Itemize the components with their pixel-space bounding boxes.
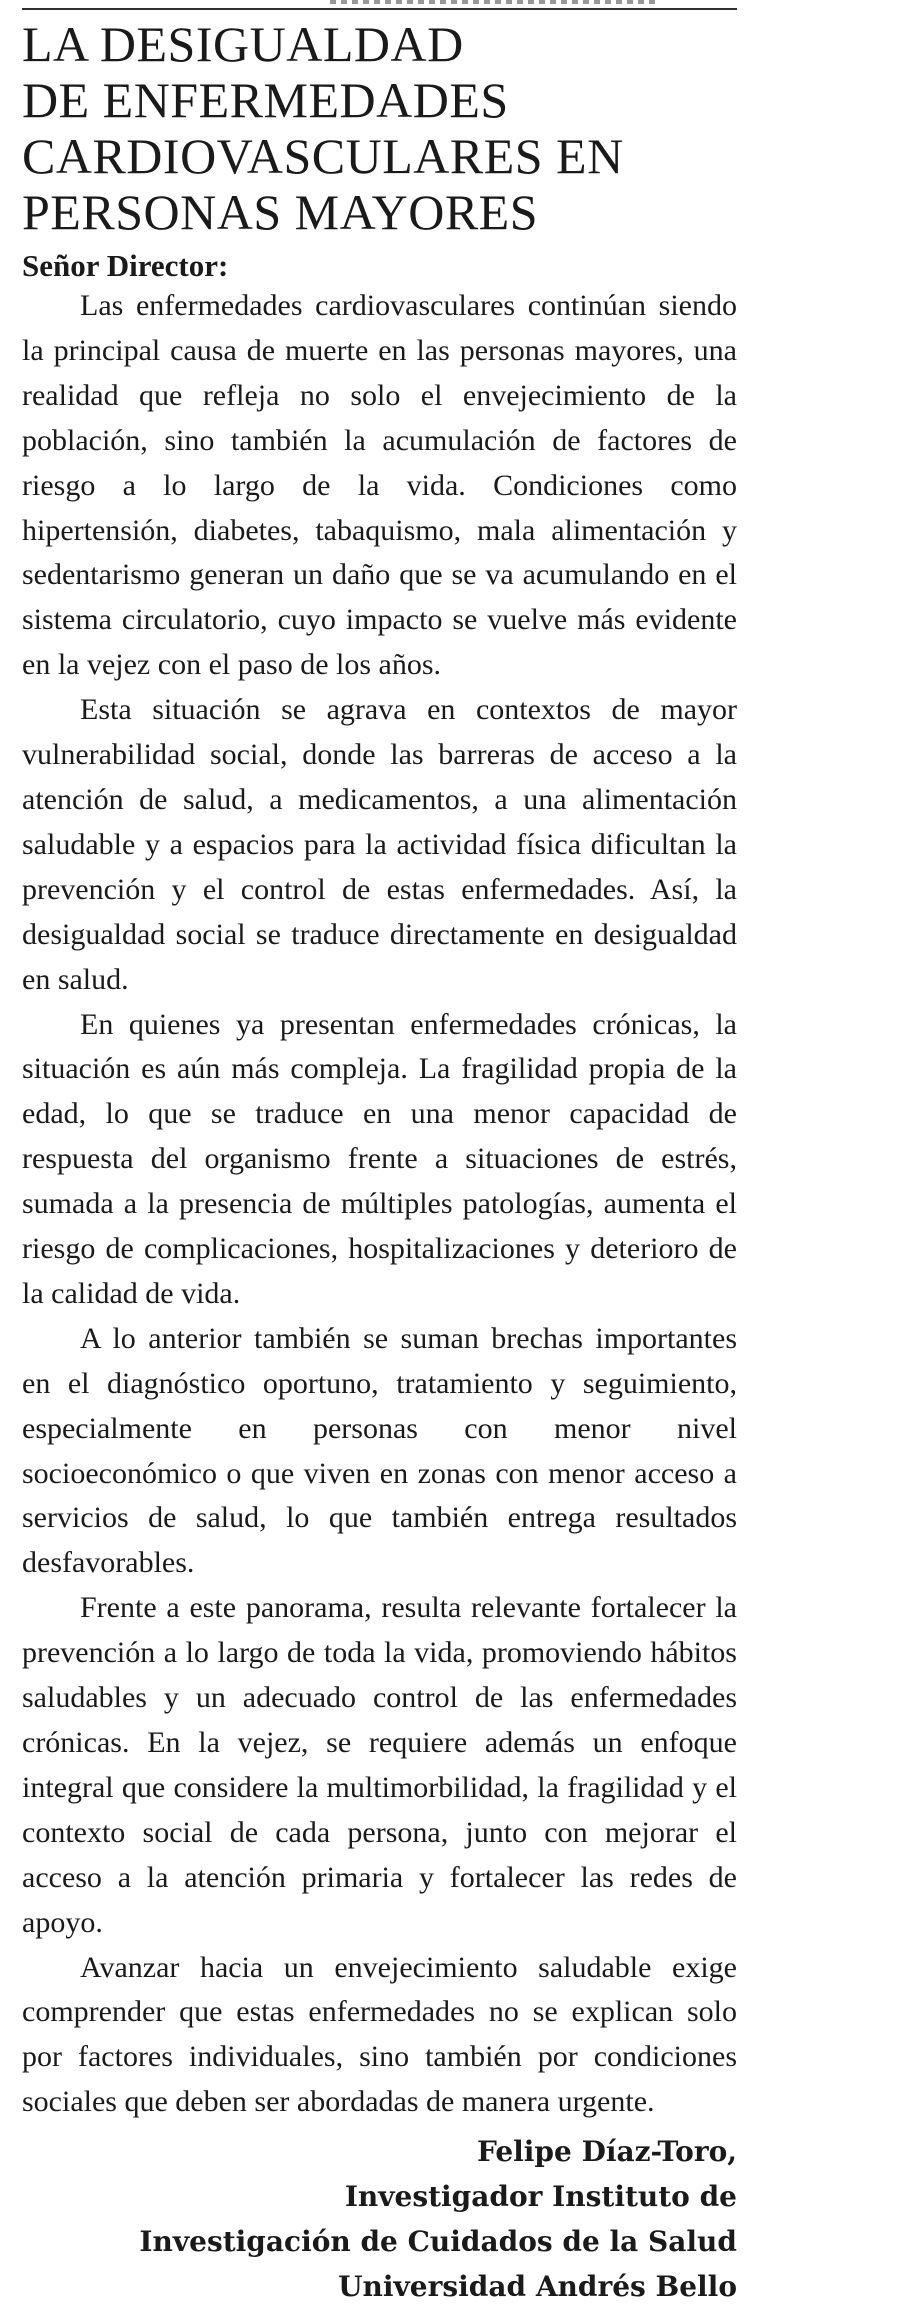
letter-article [22, 16, 737, 2309]
signature-block [22, 2129, 737, 2309]
body-paragraph: En quienes ya presentan enfermedades crónicas, la situación es aún más compleja. La fragilidad propia de la edad, lo que se traduce en una menor capacidad de respuesta del organismo frente a situaciones de estrés, sumada a la presencia de múltiples patologías, aumenta el riesgo de complicaciones, hospitalizaciones y deterioro de la calidad de vida. [22, 1007, 737, 1310]
column-top-rule [22, 8, 737, 10]
author-role: Investigador Instituto de [344, 2180, 737, 2214]
salutation: Señor Director: [22, 248, 229, 283]
previous-article-fragment [330, 0, 660, 4]
body-paragraph: Avanzar hacia un envejecimiento saludable exige comprender que estas enfermedades no se explican solo por factores individuales, sino también por condiciones sociales que deben ser abordadas de manera urgente. [22, 1950, 737, 2119]
body-paragraph: Frente a este panorama, resulta relevante fortalecer la prevención a lo largo de toda la vida, promoviendo hábitos saludables y un adecuado control de las enfermedades crónicas. En la vejez, se requiere además un enfoque integral que considere la multimorbilidad, la fragilidad y el contexto social de cada persona, junto con mejorar el acceso a la atención primaria y fortalecer las redes de apoyo. [22, 1591, 737, 1939]
headline-line: PERSONAS MAYORES [22, 184, 539, 240]
body-paragraph: A lo anterior también se suman brechas importantes en el diagnóstico oportuno, tratamiento y seguimiento, especialmente en personas con menor nivel socioeconómico o que viven en zonas con menor acceso a servicios de salud, lo que también entrega resultados desfavorables. [22, 1321, 737, 1580]
headline-line: DE ENFERMEDADES [22, 72, 509, 128]
headline-line: CARDIOVASCULARES EN [22, 128, 624, 184]
author-institute: Investigación de Cuidados de la Salud [139, 2225, 737, 2259]
letter-body [22, 284, 737, 2125]
headline-line: LA DESIGUALDAD [22, 16, 464, 72]
body-paragraph: Esta situación se agrava en contextos de mayor vulnerabilidad social, donde las barreras de acceso a la atención de salud, a medicamentos, a una alimentación saludable y a espacios para la actividad física dificultan la prevención y el control de estas enfermedades. Así, la desigualdad social se traduce directamente en desigualdad en salud. [22, 693, 737, 996]
headline [22, 16, 737, 240]
author-name: Felipe Díaz-Toro, [477, 2135, 737, 2169]
author-university: Universidad Andrés Bello [338, 2270, 737, 2304]
body-paragraph: Las enfermedades cardiovasculares continúan siendo la principal causa de muerte en las personas mayores, una realidad que refleja no solo el envejecimiento de la población, sino también la acumulación de factores de riesgo a lo largo de la vida. Condiciones como hipertensión, diabetes, tabaquismo, mala alimentación y sedentarismo generan un daño que se va acumulando en el sistema circulatorio, cuyo impacto se vuelve más evidente en la vejez con el paso de los años. [22, 289, 737, 682]
